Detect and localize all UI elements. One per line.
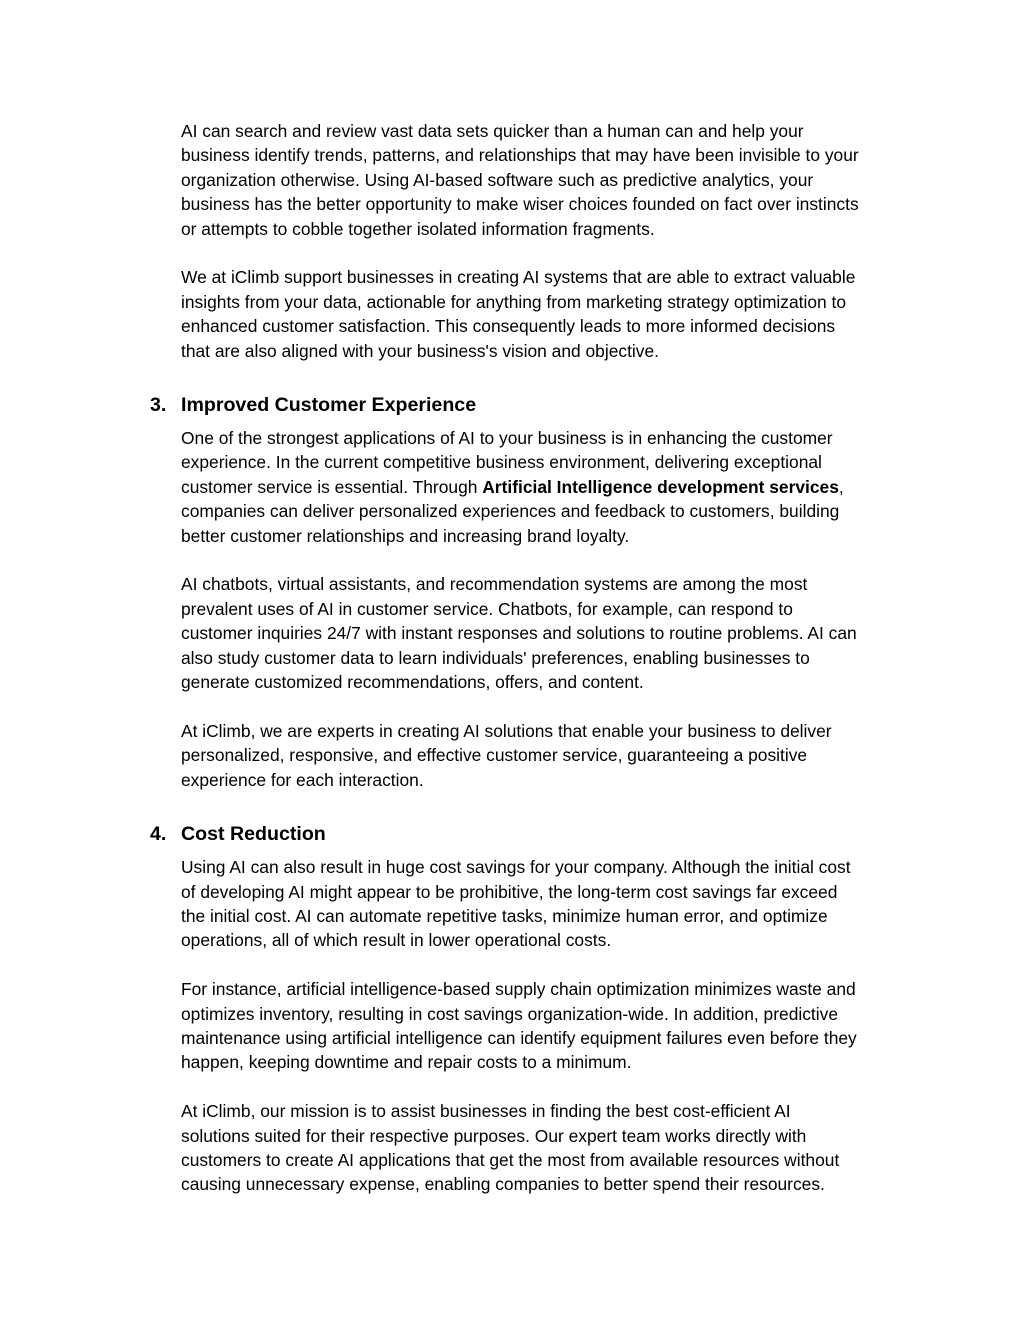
text-line: or attempts to cobble together isolated information fragments. [181, 218, 655, 239]
section-number: 3. [150, 394, 167, 417]
paragraph-gap [181, 548, 916, 572]
text-line [181, 475, 916, 499]
text-line: business has the better opportunity to make wiser choices founded on fact over instincts [181, 194, 859, 215]
text-line: insights from your data, actionable for anything from marketing strategy optimization to [181, 291, 847, 312]
text-line: causing unnecessary expense, enabling companies to better spend their resources. [181, 1174, 825, 1195]
text-line: prevalent uses of AI in customer service. Chatbots, for example, can respond to [181, 598, 793, 619]
intro-paragraph-2 [181, 265, 916, 363]
text-line: maintenance using artificial intelligence can identify equipment failures even before they [181, 1027, 857, 1048]
text-line: We at iClimb support businesses in creating AI systems that are able to extract valuable [181, 267, 856, 288]
text-line: optimizes inventory, resulting in cost savings organization-wide. In addition, predictive [181, 1003, 838, 1024]
text-line: customer inquiries 24/7 with instant responses and solutions to routine problems. AI can [181, 623, 857, 644]
text-segment: , [838, 476, 844, 497]
section3-paragraph-1 [181, 426, 916, 548]
text-line: organization otherwise. Using AI-based software such as predictive analytics, your [181, 169, 814, 190]
text-line: At iClimb, our mission is to assist businesses in finding the best cost-efficient AI [181, 1101, 791, 1122]
text-line: experience for each interaction. [181, 769, 424, 790]
text-line: the initial cost. AI can automate repetitive tasks, minimize human error, and optimize [181, 905, 828, 926]
text-line: experience. In the current competitive business environment, delivering exceptional [181, 452, 822, 473]
section-improved-customer-experience [150, 391, 916, 792]
text-line: of developing AI might appear to be prohibitive, the long-term cost savings far exceed [181, 881, 838, 902]
text-line: One of the strongest applications of AI to your business is in enhancing the customer [181, 428, 833, 449]
paragraph-gap [181, 241, 916, 265]
text-line: customers to create AI applications that get the most from available resources without [181, 1149, 840, 1170]
paragraph-gap [181, 1075, 916, 1099]
paragraph-gap [181, 695, 916, 719]
section4-paragraph-2 [181, 977, 916, 1075]
text-line: enhanced customer satisfaction. This consequently leads to more informed decisions [181, 316, 836, 337]
text-line: personalized, responsive, and effective customer service, guaranteeing a positive [181, 745, 808, 766]
text-line: operations, all of which result in lower operational costs. [181, 930, 612, 951]
section-title: Improved Customer Experience [181, 394, 477, 417]
text-line: Using AI can also result in huge cost savings for your company. Although the initial cost [181, 857, 851, 878]
text-segment: customer service is essential. Through [181, 476, 483, 497]
section-number: 4. [150, 823, 167, 846]
section4-paragraph-1 [181, 855, 916, 953]
text-line: companies can deliver personalized experiences and feedback to customers, building [181, 501, 840, 522]
intro-paragraph-1 [181, 119, 916, 241]
section-heading [150, 820, 916, 848]
text-line: happen, keeping downtime and repair costs to a minimum. [181, 1052, 632, 1073]
section-heading [150, 391, 916, 419]
bold-link-text: Artificial Intelligence development services [482, 476, 839, 497]
text-line: solutions suited for their respective purposes. Our expert team works directly with [181, 1125, 807, 1146]
section-title: Cost Reduction [181, 823, 326, 846]
section4-paragraph-3 [181, 1099, 916, 1197]
text-line: also study customer data to learn individuals' preferences, enabling businesses to [181, 647, 810, 668]
paragraph-gap [181, 953, 916, 977]
document-content [150, 119, 916, 1197]
text-line: For instance, artificial intelligence-based supply chain optimization minimizes waste and [181, 979, 856, 1000]
text-line: that are also aligned with your business's vision and objective. [181, 340, 659, 361]
text-line: AI chatbots, virtual assistants, and recommendation systems are among the most [181, 574, 808, 595]
section3-paragraph-2 [181, 572, 916, 694]
text-line: business identify trends, patterns, and relationships that may have been invisible to your [181, 145, 859, 166]
text-line: At iClimb, we are experts in creating AI solutions that enable your business to deliver [181, 720, 832, 741]
text-line: better customer relationships and increasing brand loyalty. [181, 525, 630, 546]
text-line: AI can search and review vast data sets quicker than a human can and help your [181, 121, 804, 141]
section3-paragraph-3 [181, 719, 916, 792]
section-cost-reduction [150, 820, 916, 1197]
text-line: generate customized recommendations, offers, and content. [181, 672, 644, 693]
